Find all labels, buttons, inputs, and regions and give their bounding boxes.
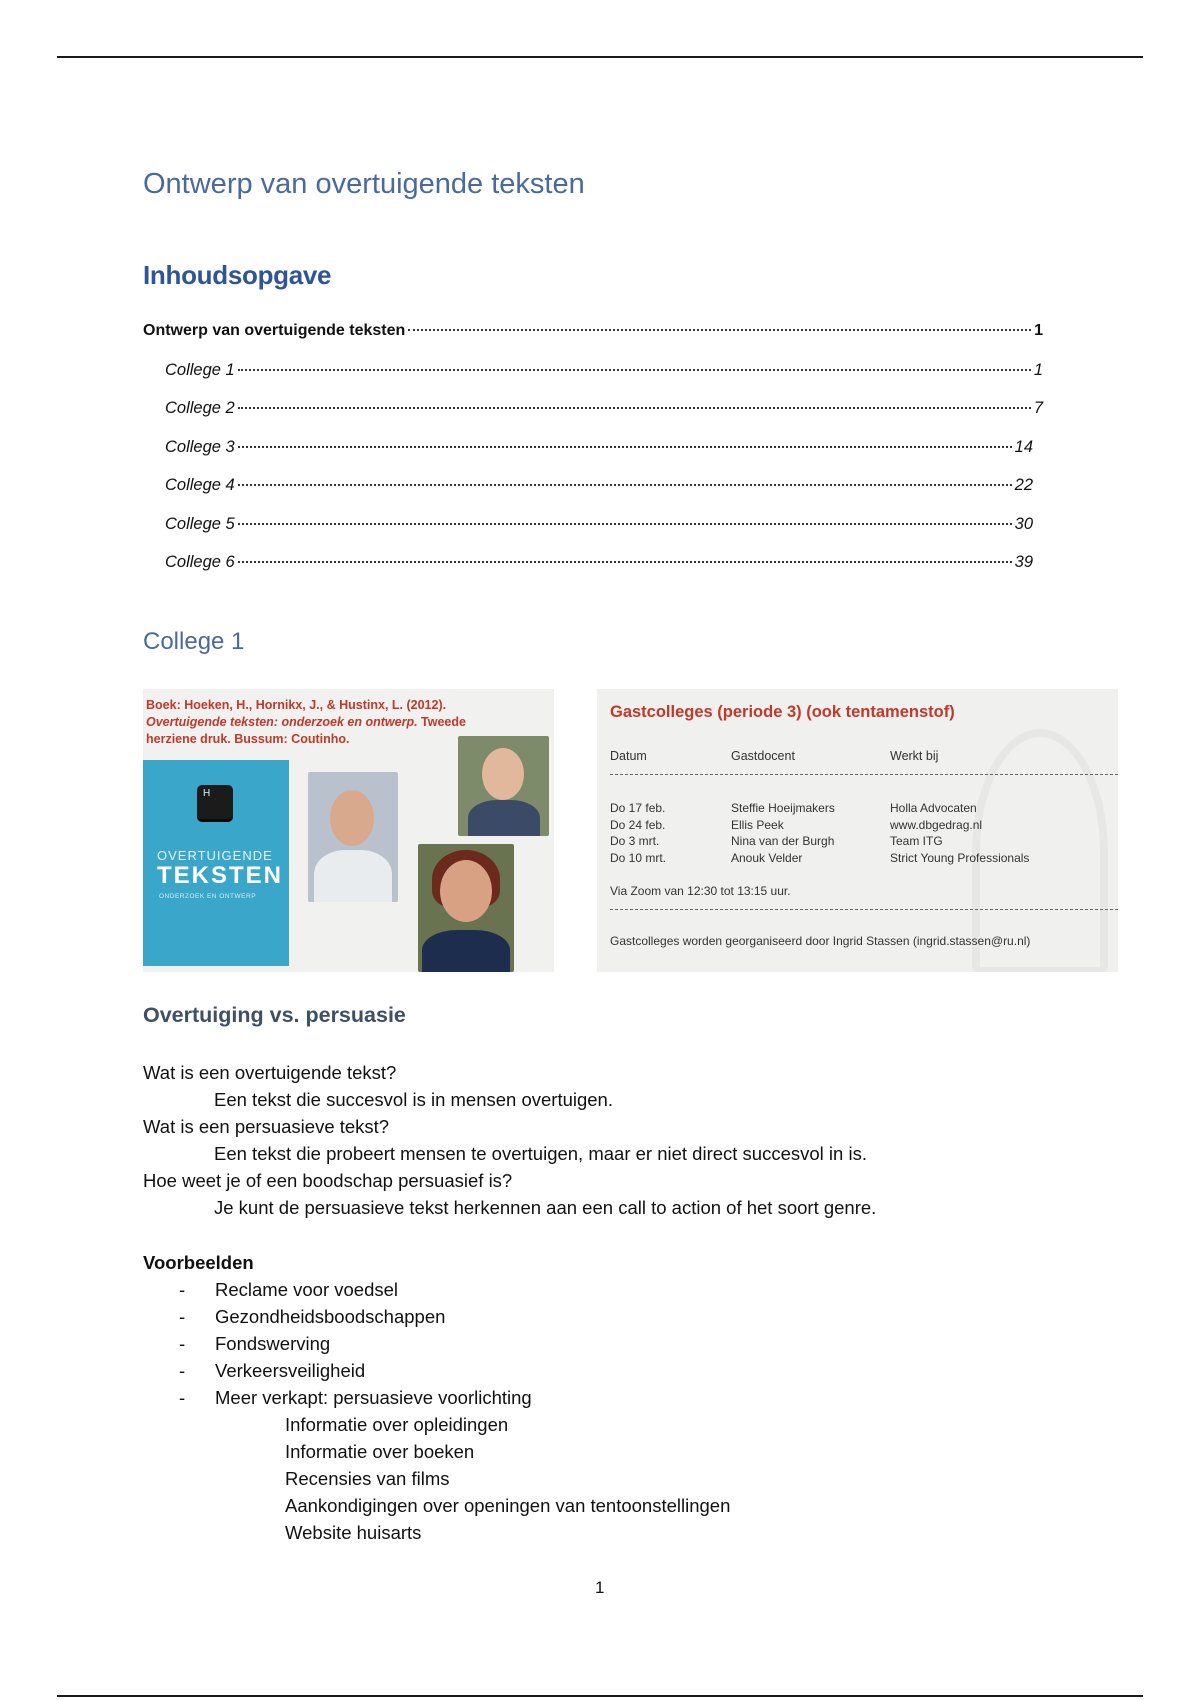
toc-entry-label: College 5 <box>165 514 235 533</box>
col-header-lecturer: Gastdocent <box>731 749 795 763</box>
photo-head-shape <box>440 860 492 922</box>
table-cell: Do 24 feb. <box>610 817 666 832</box>
sub-list-item: Recensies van films <box>285 1468 450 1489</box>
author-photo <box>458 736 549 836</box>
guest-dates <box>610 800 666 866</box>
photo-head-shape <box>482 748 524 800</box>
bullet-marker: - <box>179 1387 186 1408</box>
question-text: Hoe weet je of een boodschap persuasief is? <box>143 1170 513 1191</box>
answer-text: Een tekst die probeert mensen te overtuigen, maar er niet direct succesvol in is. <box>214 1143 867 1164</box>
col-header-works-at: Werkt bij <box>890 749 939 763</box>
sub-list-item: Informatie over opleidingen <box>285 1414 509 1435</box>
toc-leader <box>238 561 1012 563</box>
list-item: Fondswerving <box>215 1333 331 1354</box>
toc-leader <box>408 329 1031 331</box>
toc-entry-label: College 6 <box>165 553 235 571</box>
answer-text: Je kunt de persuasieve tekst herkennen aan een call to action of het soort genre. <box>214 1197 877 1218</box>
guest-lectures-slide-image <box>597 689 1118 972</box>
table-cell: Strict Young Professionals <box>890 850 1030 865</box>
toc-entry[interactable] <box>143 553 1033 592</box>
toc-entry-page: 22 <box>1014 476 1033 494</box>
question-text: Wat is een persuasieve tekst? <box>143 1116 390 1137</box>
toc-entry-label: College 3 <box>165 437 235 456</box>
col-header-date: Datum <box>610 749 647 763</box>
document-title: Ontwerp van overtuigende teksten <box>143 168 585 200</box>
cover-line3: ONDERZOEK EN ONTWERP <box>159 893 257 900</box>
guest-lectures-title: Gastcolleges (periode 3) (ook tentamenstof) <box>610 703 955 721</box>
guest-lecturers <box>731 800 835 866</box>
list-item: Verkeersveiligheid <box>215 1360 366 1381</box>
photo-head-shape <box>330 790 374 846</box>
question-text: Wat is een overtuigende tekst? <box>143 1062 397 1083</box>
toc-leader <box>238 484 1012 486</box>
book-cover <box>143 760 289 966</box>
cover-line2: TEKSTEN <box>157 862 284 889</box>
answer-text: Een tekst die succesvol is in mensen overtuigen. <box>214 1089 613 1110</box>
table-cell: Ellis Peek <box>731 817 784 832</box>
divider <box>610 774 1118 775</box>
examples-heading: Voorbeelden <box>143 1252 254 1273</box>
list-item: Reclame voor voedsel <box>215 1279 399 1300</box>
toc-entry-label: College 2 <box>165 399 235 417</box>
toc-entry-page: 30 <box>1014 514 1033 533</box>
toc-entry-label: College 4 <box>165 476 235 494</box>
guest-employers <box>890 800 1029 866</box>
table-cell: Do 10 mrt. <box>610 850 667 865</box>
toc-leader <box>238 369 1031 371</box>
toc-entry[interactable] <box>143 322 1043 361</box>
toc-entry[interactable] <box>143 515 1033 554</box>
table-cell: Do 17 feb. <box>610 801 666 815</box>
college-heading: College 1 <box>143 628 245 655</box>
zoom-note: Via Zoom van 12:30 tot 13:15 uur. <box>610 884 791 898</box>
key-letter: H <box>203 788 211 799</box>
toc-entry[interactable] <box>143 361 1043 400</box>
toc-entry-label: College 1 <box>165 360 235 379</box>
footer-rule <box>57 1695 1143 1697</box>
toc-entry-label: Ontwerp van overtuigende teksten <box>143 322 406 339</box>
photo-body-shape <box>314 850 392 902</box>
toc-entry-page: 1 <box>1033 360 1043 379</box>
author-photo <box>418 844 514 972</box>
table-cell: Do 3 mrt. <box>610 834 660 848</box>
toc-entry-page: 7 <box>1033 399 1043 417</box>
table-cell: Holla Advocaten <box>890 801 977 815</box>
toc-heading: Inhoudsopgave <box>143 260 332 290</box>
table-cell: Team ITG <box>890 834 943 848</box>
toc-entry[interactable] <box>143 399 1043 438</box>
keyboard-key-icon <box>197 785 233 819</box>
bullet-marker: - <box>179 1360 186 1381</box>
toc-leader <box>238 523 1012 525</box>
toc-leader <box>238 407 1031 409</box>
reference-line1: Boek: Hoeken, H., Hornikx, J., & Hustinx, L. (2012). <box>146 698 447 712</box>
book-slide-image <box>143 689 554 972</box>
toc-entry[interactable] <box>143 476 1033 515</box>
list-item: Meer verkapt: persuasieve voorlichting <box>215 1387 532 1408</box>
toc-entry-page: 39 <box>1014 553 1033 571</box>
table-cell: www.dbgedrag.nl <box>890 817 983 832</box>
toc-entry-page: 1 <box>1034 322 1043 339</box>
sub-list-item: Aankondigingen over openingen van tentoonstellingen <box>285 1495 731 1516</box>
table-cell: Nina van der Burgh <box>731 834 835 848</box>
table-cell: Anouk Velder <box>731 850 803 865</box>
organizer-note: Gastcolleges worden georganiseerd door Ingrid Stassen (ingrid.stassen@ru.nl) <box>610 934 1031 948</box>
reference-title: Overtuigende teksten: onderzoek en ontwerp. <box>146 715 418 729</box>
bullet-marker: - <box>179 1279 186 1300</box>
toc-leader <box>238 446 1012 448</box>
reference-line3: herziene druk. Bussum: Coutinho. <box>146 732 350 746</box>
photo-body-shape <box>468 800 540 836</box>
toc-entry[interactable] <box>143 438 1033 477</box>
bullet-marker: - <box>179 1306 186 1327</box>
page-number: 1 <box>595 1578 605 1597</box>
sub-list-item: Website huisarts <box>285 1522 422 1543</box>
list-item: Gezondheidsboodschappen <box>215 1306 446 1327</box>
section-heading: Overtuiging vs. persuasie <box>143 1003 406 1027</box>
table-cell: Steffie Hoeijmakers <box>731 801 835 815</box>
bullet-marker: - <box>179 1333 186 1354</box>
divider <box>610 909 1118 910</box>
toc-entry-page: 14 <box>1014 437 1033 456</box>
sub-list-item: Informatie over boeken <box>285 1441 475 1462</box>
cover-line1: OVERTUIGENDE <box>157 848 273 863</box>
header-rule <box>57 56 1143 58</box>
table-of-contents <box>143 322 1055 592</box>
author-photo <box>308 772 398 902</box>
reference-line2-rest: Tweede <box>417 715 466 729</box>
photo-body-shape <box>422 930 510 972</box>
